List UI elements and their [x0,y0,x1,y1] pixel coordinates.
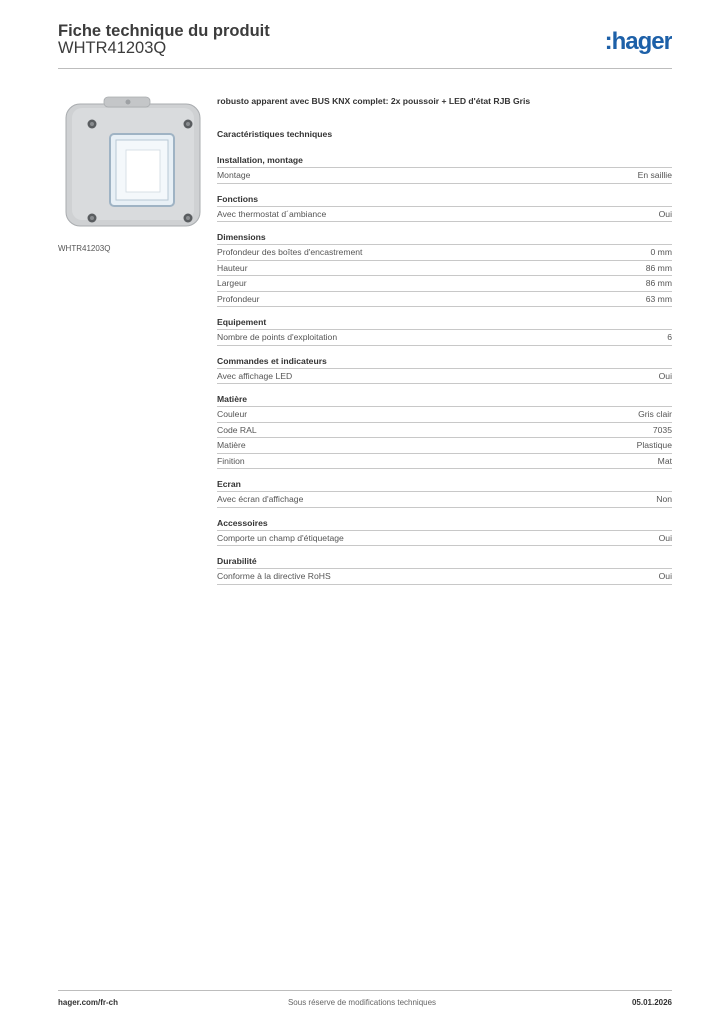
spec-label: Montage [217,170,251,180]
spec-row [217,569,672,585]
spec-label: Couleur [217,409,248,419]
spec-row [217,423,672,439]
spec-row [217,531,672,547]
footer-website-link[interactable]: hager.com/fr-ch [58,998,119,1007]
spec-row [217,207,672,223]
section-title: Dimensions [217,231,672,245]
spec-row [217,276,672,292]
hager-logo-text: :hager [604,28,672,54]
section-equipement [217,316,672,346]
spec-row [217,369,672,385]
spec-label: Comporte un champ d'étiquetage [217,532,344,543]
spec-label: Profondeur [217,293,260,304]
section-durabilite [217,555,672,585]
spec-label: Nombre de points d'exploitation [217,332,338,342]
spec-row [217,168,672,184]
spec-content [217,96,672,594]
section-title: Durabilité [217,555,672,569]
section-accessoires [217,517,672,547]
spec-label: Avec thermostat d´ambiance [217,208,327,219]
spec-value: Gris clair [638,409,672,419]
section-installation [217,154,672,184]
spec-label: Profondeur des boîtes d'encastrement [217,247,363,257]
spec-row [217,407,672,423]
characteristics-title: Caractéristiques techniques [217,129,333,139]
spec-label: Largeur [217,278,247,288]
spec-label: Avec écran d'affichage [217,494,304,504]
section-matiere [217,393,672,469]
spec-label: Conforme à la directive RoHS [217,571,331,581]
product-description: robusto apparent avec BUS KNX complet: 2x poussoir + LED d'état RJB Gris [217,96,531,106]
spec-value: 86 mm [645,262,672,273]
footer-date: 05.01.2026 [631,998,672,1007]
spec-row [217,292,672,308]
footer-note: Sous réserve de modifications techniques [287,998,437,1007]
section-commandes [217,355,672,385]
section-ecran [217,478,672,508]
image-caption: WHTR41203Q [58,244,111,253]
spec-row [217,438,672,454]
header-divider [58,68,672,69]
page-header [58,22,672,70]
spec-value: Oui [658,571,672,581]
spec-row [217,454,672,470]
spec-value: Non [656,494,672,504]
document-title: Fiche technique du produit [58,22,270,40]
section-title: Commandes et indicateurs [217,355,672,369]
spec-value: 86 mm [645,278,672,288]
section-title: Installation, montage [217,154,672,168]
footer-divider [58,990,672,991]
section-title: Accessoires [217,517,672,531]
spec-row [217,492,672,508]
spec-label: Avec affichage LED [217,370,293,381]
spec-row [217,245,672,261]
spec-value: En saillie [637,170,672,180]
product-reference: WHTR41203Q [58,39,167,57]
hager-logo [590,28,672,54]
spec-row [217,330,672,346]
spec-label: Matière [217,440,246,450]
section-fonctions [217,193,672,223]
spec-value: 6 [667,332,672,342]
section-dimensions [217,231,672,307]
spec-value: 0 mm [650,247,672,257]
spec-value: 7035 [652,424,672,435]
spec-value: Mat [657,455,672,466]
spec-value: Oui [658,532,672,543]
spec-value: Oui [658,370,672,381]
spec-value: Oui [658,208,672,219]
product-image [58,94,206,236]
spec-value: 63 mm [645,293,672,304]
spec-label: Hauteur [217,262,248,273]
spec-label: Code RAL [217,424,257,435]
spec-label: Finition [217,455,245,466]
section-title: Ecran [217,478,672,492]
section-title: Fonctions [217,193,672,207]
spec-value: Plastique [636,440,672,450]
section-title: Matière [217,393,672,407]
section-title: Equipement [217,316,672,330]
spec-row [217,261,672,277]
